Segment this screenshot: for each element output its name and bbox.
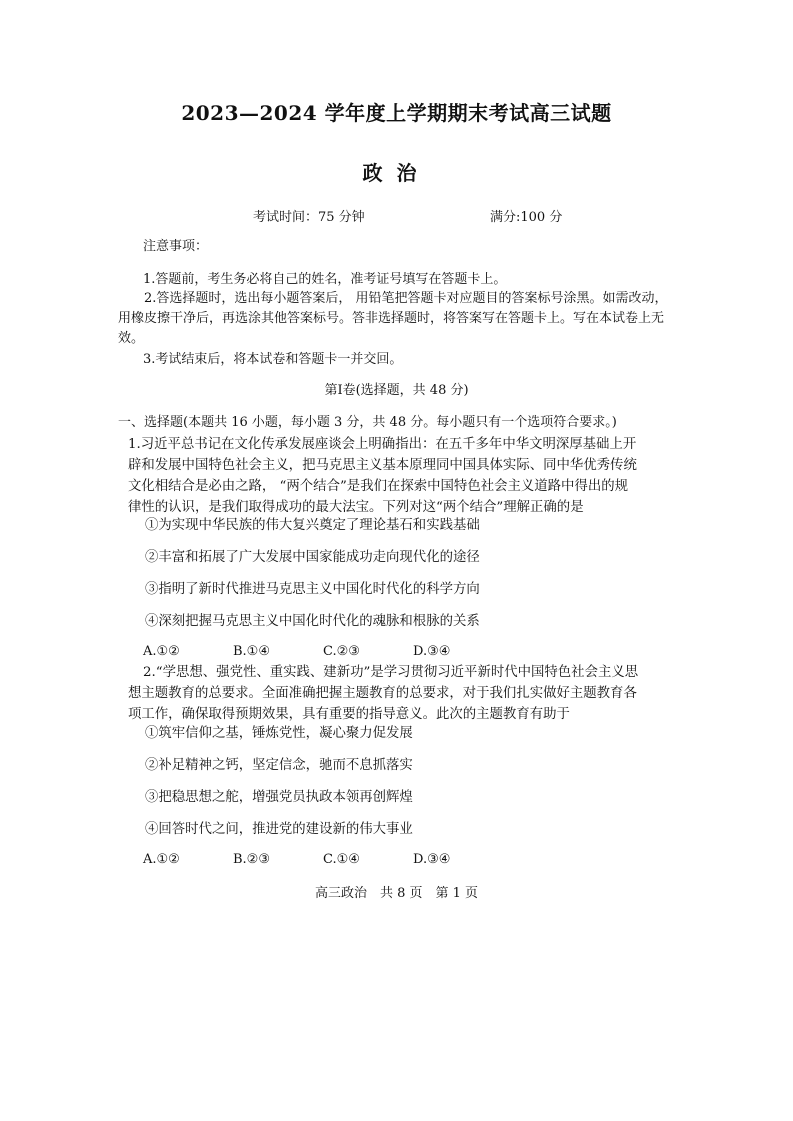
question-1-answers bbox=[143, 642, 503, 662]
question-2-option-3: ③把稳思想之舵，增强党员执政本领再创辉煌 bbox=[145, 790, 413, 805]
question-2-answer-a: A.①② bbox=[143, 852, 180, 867]
subject-title: 政治 bbox=[362, 161, 431, 185]
page-footer: 高三政治 共 8 页 第 1 页 bbox=[314, 886, 479, 901]
question-2-line-3: 项工作，确保取得预期效果，具有重要的指导意义。此次的主题教育有助于 bbox=[128, 707, 570, 722]
question-1-line-2: 辟和发展中国特色社会主义，把马克思主义基本原理同中国具体实际、同中华优秀传统 bbox=[128, 458, 637, 473]
notice-heading: 注意事项： bbox=[143, 239, 209, 254]
full-score: 满分:100 分 bbox=[490, 210, 563, 225]
notice-item-1: 1.答题前，考生务必将自己的姓名，准考证号填写在答题卡上。 bbox=[143, 272, 507, 287]
question-2-answer-d: D.③④ bbox=[413, 852, 451, 867]
question-1-answer-a: A.①② bbox=[143, 644, 180, 659]
question-1-answer-d: D.③④ bbox=[413, 644, 451, 659]
question-2-option-4: ④回答时代之问，推进党的建设新的伟大事业 bbox=[145, 822, 413, 837]
question-2-option-2: ②补足精神之钙，坚定信念，驰而不息抓落实 bbox=[145, 758, 413, 773]
question-1-line-1: 1.习近平总书记在文化传承发展座谈会上明确指出：在五千多年中华文明深厚基础上开 bbox=[128, 437, 637, 452]
question-1-option-3: ③指明了新时代推进马克思主义中国化时代化的科学方向 bbox=[145, 582, 480, 597]
question-1-option-4: ④深刻把握马克思主义中国化时代化的魂脉和根脉的关系 bbox=[145, 614, 480, 629]
question-2-answer-c: C.①④ bbox=[323, 852, 360, 867]
question-1-line-3: 文化相结合是必由之路， “两个结合”是我们在探索中国特色社会主义道路中得出的规 bbox=[128, 479, 629, 494]
question-2-answer-b: B.②③ bbox=[233, 852, 270, 867]
notice-item-2: 2.答选择题时，选出每小题答案后， 用铅笔把答题卡对应题目的答案标号涂黑。如需改动， 用橡皮擦干净后，再选涂其他答案标号。答非选择题时，将答案写在答题卡上。写在本试卷上无效。 bbox=[118, 291, 668, 346]
section-heading: 第Ⅰ卷(选择题，共 48 分) bbox=[324, 383, 469, 398]
section-instruction: 一、选择题(本题共 16 小题，每小题 3 分，共 48 分。每小题只有一个选项符合要求。) bbox=[118, 415, 617, 430]
question-2-option-1: ①筑牢信仰之基，锤炼党性，凝心聚力促发展 bbox=[145, 726, 413, 741]
question-2-line-1: 2.“学思想、强党性、重实践、建新功”是学习贯彻习近平新时代中国特色社会主义思 bbox=[143, 665, 639, 680]
question-1-option-2: ②丰富和拓展了广大发展中国家能成功走向现代化的途径 bbox=[145, 550, 480, 565]
exam-title: 2023—2024 学年度上学期期末考试高三试题 bbox=[181, 101, 612, 125]
exam-time: 考试时间：75 分钟 bbox=[253, 210, 365, 225]
question-1-answer-c: C.②③ bbox=[323, 644, 360, 659]
question-1-answer-b: B.①④ bbox=[233, 644, 270, 659]
question-1-line-4: 律性的认识，是我们取得成功的最大法宝。下列对这“两个结合”理解正确的是 bbox=[128, 500, 584, 515]
question-1-option-1: ①为实现中华民族的伟大复兴奠定了理论基石和实践基础 bbox=[145, 518, 480, 533]
question-2-answers bbox=[143, 850, 503, 870]
notice-item-3: 3.考试结束后，将本试卷和答题卡一并交回。 bbox=[143, 352, 403, 367]
question-2-line-2: 想主题教育的总要求。全面准确把握主题教育的总要求，对于我们扎实做好主题教育各 bbox=[128, 686, 637, 701]
